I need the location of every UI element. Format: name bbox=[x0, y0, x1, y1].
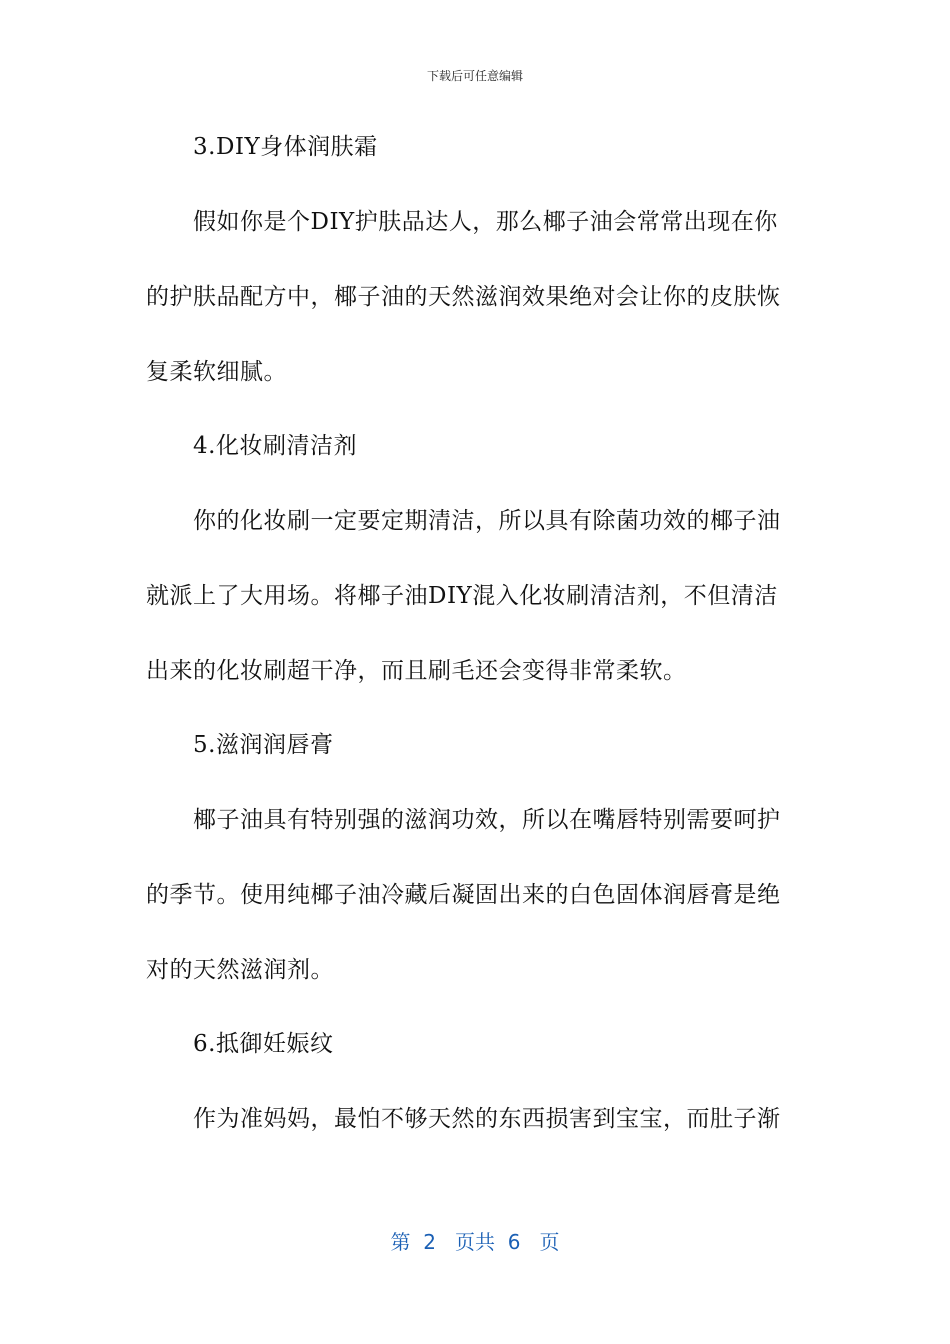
paragraph-line: 作为准妈妈，最怕不够天然的东西损害到宝宝，而肚子渐 bbox=[193, 1106, 781, 1132]
paragraph-line: 对的天然滋润剂。 bbox=[146, 957, 334, 983]
paragraph-line: 的季节。使用纯椰子油冷藏后凝固出来的白色固体润唇膏是绝 bbox=[146, 882, 781, 908]
paragraph-line: 就派上了大用场。将椰子油DIY混入化妆刷清洁剂，不但清洁 bbox=[146, 583, 778, 609]
section-heading-3: 3.DIY身体润肤霜 bbox=[193, 134, 378, 160]
section-heading-6: 6.抵御妊娠纹 bbox=[193, 1031, 334, 1057]
paragraph-line: 的护肤品配方中，椰子油的天然滋润效果绝对会让你的皮肤恢 bbox=[146, 284, 781, 310]
paragraph-line: 出来的化妆刷超干净，而且刷毛还会变得非常柔软。 bbox=[146, 658, 687, 684]
page-header-note: 下载后可任意编辑 bbox=[426, 69, 523, 83]
section-heading-5: 5.滋润润唇膏 bbox=[193, 732, 334, 758]
paragraph-line: 椰子油具有特别强的滋润功效，所以在嘴唇特别需要呵护 bbox=[193, 807, 781, 833]
paragraph-line: 复柔软细腻。 bbox=[146, 359, 287, 385]
paragraph-line: 假如你是个DIY护肤品达人，那么椰子油会常常出现在你 bbox=[193, 209, 778, 235]
paragraph-line: 你的化妆刷一定要定期清洁，所以具有除菌功效的椰子油 bbox=[193, 508, 781, 534]
page-number-footer: 第 2 页共 6 页 bbox=[390, 1230, 560, 1254]
section-heading-4: 4.化妆刷清洁剂 bbox=[193, 433, 357, 459]
